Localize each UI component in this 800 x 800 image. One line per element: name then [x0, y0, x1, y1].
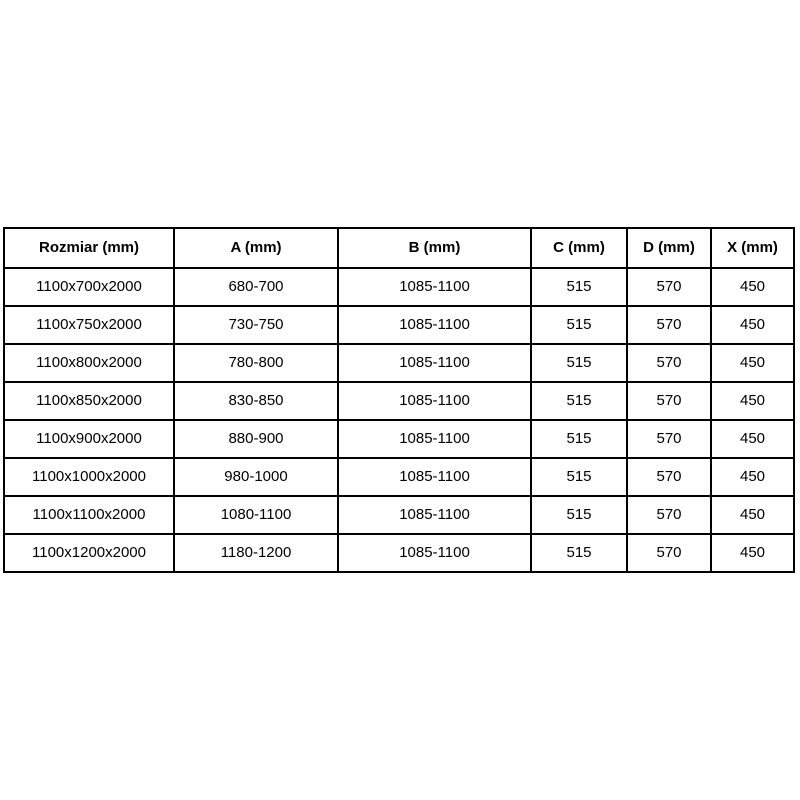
table-row: [4, 306, 794, 344]
table-cell: 570: [627, 534, 711, 572]
table-cell: 515: [531, 344, 627, 382]
table-cell: 570: [627, 420, 711, 458]
table-cell: 1100x800x2000: [4, 344, 174, 382]
table-cell: 450: [711, 458, 794, 496]
table-cell: 570: [627, 458, 711, 496]
table-cell: 570: [627, 268, 711, 306]
table-cell: 450: [711, 268, 794, 306]
table-cell: 830-850: [174, 382, 338, 420]
table-row: [4, 458, 794, 496]
size-spec-table: [3, 227, 795, 573]
table-cell: 570: [627, 306, 711, 344]
table-cell: 1085-1100: [338, 344, 531, 382]
table-cell: 450: [711, 306, 794, 344]
table-cell: 1100x900x2000: [4, 420, 174, 458]
table-cell: 515: [531, 420, 627, 458]
column-header: D (mm): [627, 228, 711, 268]
table-row: [4, 420, 794, 458]
table-cell: 1100x850x2000: [4, 382, 174, 420]
table-cell: 515: [531, 268, 627, 306]
table-cell: 980-1000: [174, 458, 338, 496]
table-cell: 515: [531, 382, 627, 420]
table-cell: 1100x1100x2000: [4, 496, 174, 534]
table-cell: 780-800: [174, 344, 338, 382]
table-cell: 880-900: [174, 420, 338, 458]
table-cell: 570: [627, 382, 711, 420]
table-row: [4, 382, 794, 420]
table-cell: 570: [627, 496, 711, 534]
table-cell: 450: [711, 534, 794, 572]
table-cell: 450: [711, 382, 794, 420]
table-cell: 1085-1100: [338, 496, 531, 534]
table-row: [4, 268, 794, 306]
table-cell: 1100x1200x2000: [4, 534, 174, 572]
table-row: [4, 534, 794, 572]
table-cell: 730-750: [174, 306, 338, 344]
table-cell: 515: [531, 306, 627, 344]
table-cell: 1080-1100: [174, 496, 338, 534]
column-header: B (mm): [338, 228, 531, 268]
table-header-row: [4, 228, 794, 268]
table-cell: 1085-1100: [338, 420, 531, 458]
column-header: X (mm): [711, 228, 794, 268]
table-cell: 1100x700x2000: [4, 268, 174, 306]
table-cell: 515: [531, 496, 627, 534]
table-cell: 1085-1100: [338, 382, 531, 420]
table-cell: 1085-1100: [338, 268, 531, 306]
table-cell: 1085-1100: [338, 306, 531, 344]
table-cell: 1085-1100: [338, 534, 531, 572]
table-cell: 515: [531, 458, 627, 496]
column-header: A (mm): [174, 228, 338, 268]
table-cell: 1100x750x2000: [4, 306, 174, 344]
table-cell: 1180-1200: [174, 534, 338, 572]
table-cell: 570: [627, 344, 711, 382]
table-cell: 450: [711, 420, 794, 458]
column-header: C (mm): [531, 228, 627, 268]
table-cell: 680-700: [174, 268, 338, 306]
table-cell: 450: [711, 496, 794, 534]
table-row: [4, 496, 794, 534]
table-cell: 1085-1100: [338, 458, 531, 496]
column-header: Rozmiar (mm): [4, 228, 174, 268]
size-table-container: [3, 227, 795, 573]
table-cell: 515: [531, 534, 627, 572]
table-row: [4, 344, 794, 382]
table-cell: 1100x1000x2000: [4, 458, 174, 496]
table-cell: 450: [711, 344, 794, 382]
